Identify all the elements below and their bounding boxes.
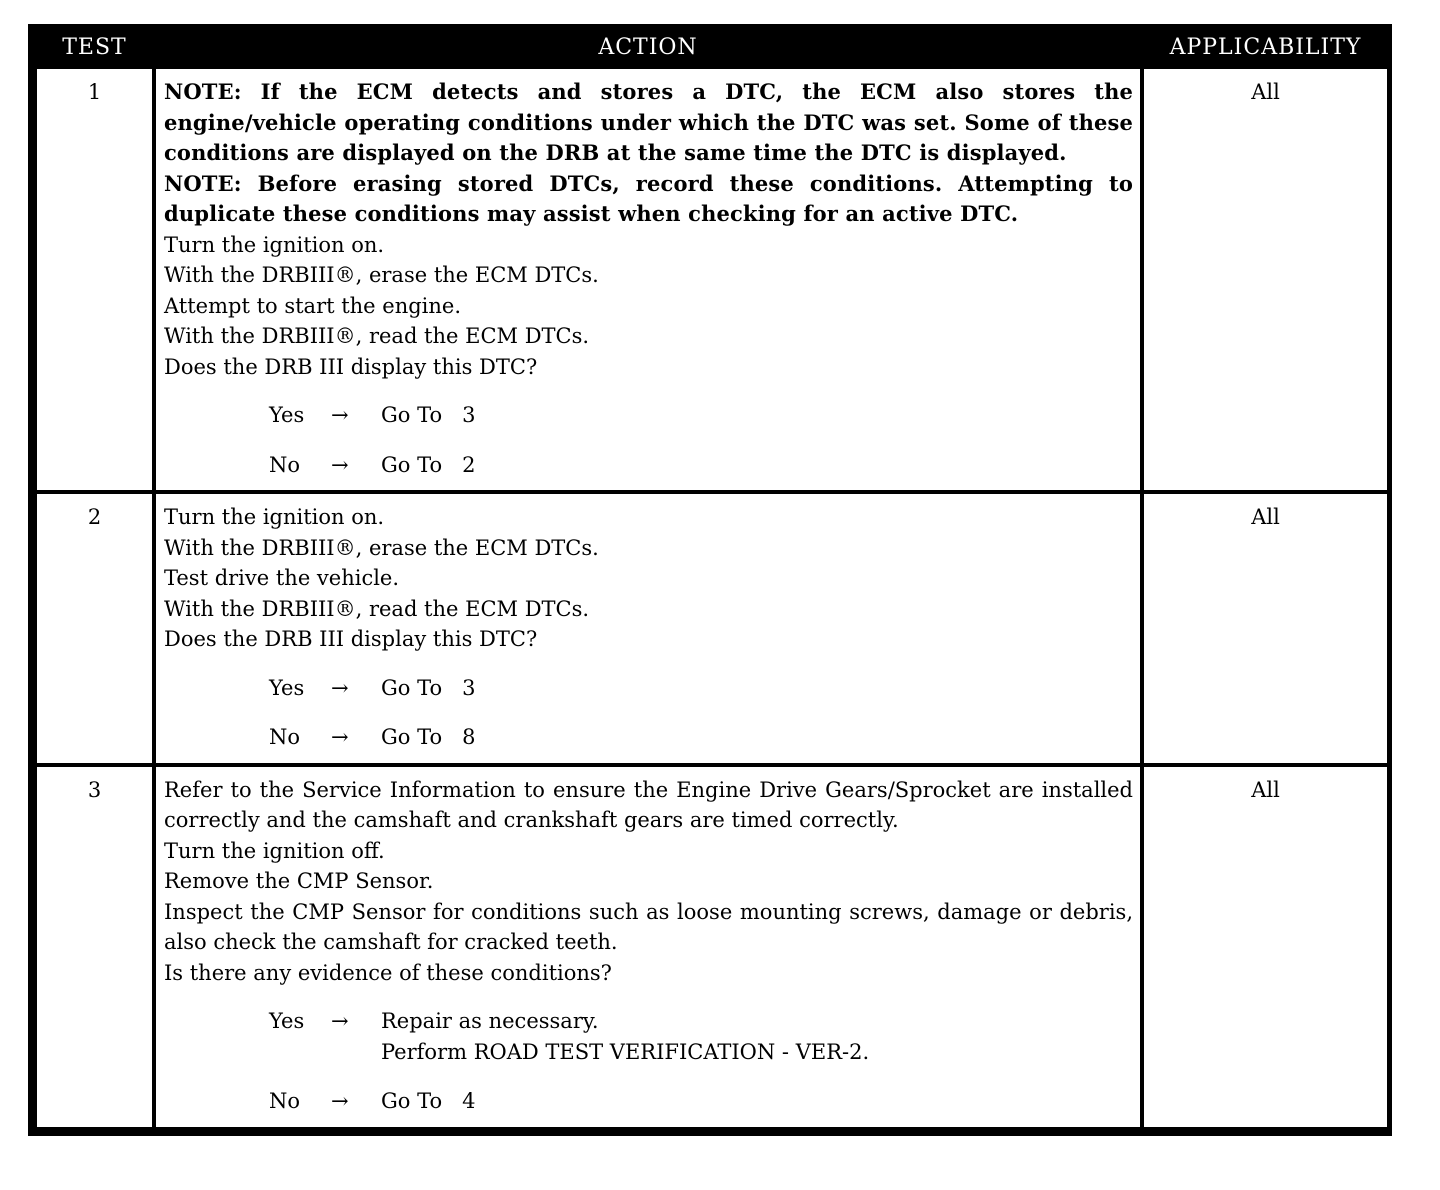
- action-question: Is there any evidence of these conditions?: [164, 960, 612, 985]
- action-question: Does the DRB III display this DTC?: [164, 627, 538, 651]
- header-action: ACTION: [154, 29, 1142, 67]
- right-arrow-icon: →: [331, 675, 349, 700]
- test-number: 2: [35, 492, 154, 765]
- action-step: Inspect the CMP Sensor for conditions such as loose mounting screws, damage or debris, also check the camshaft for cracked teeth.: [164, 899, 1133, 954]
- right-arrow-icon: →: [331, 725, 349, 749]
- diagnostic-test-table: [33, 29, 1391, 1131]
- action-cell: [154, 765, 1142, 1129]
- outcome-yes: [269, 673, 1133, 704]
- applicability-value: All: [1142, 67, 1389, 492]
- outcome-result: Go To 8: [381, 725, 476, 749]
- action-step: With the DRBIII®, read the ECM DTCs.: [164, 324, 590, 348]
- action-step: With the DRBIII®, erase the ECM DTCs.: [164, 535, 599, 560]
- answer-yes-label: Yes: [269, 1009, 305, 1033]
- answer-no-label: No: [269, 725, 301, 749]
- note-text: NOTE: If the ECM detects and stores a DTC, the ECM also stores the engine/vehicle operating conditions under which the DTC was set. Some of these conditions are displayed on the DRB at the same time the DTC is displayed.: [164, 79, 1133, 165]
- outcomes: [164, 673, 1133, 753]
- answer-yes-label: Yes: [269, 403, 305, 427]
- action-step: Turn the ignition on.: [164, 232, 385, 257]
- table-row: [35, 765, 1389, 1129]
- action-step: Refer to the Service Information to ensure the Engine Drive Gears/Sprocket are installed correctly and the camshaft and crankshaft gears are timed correctly.: [164, 777, 1133, 832]
- outcome-no: [269, 450, 1133, 481]
- answer-no-label: No: [269, 1089, 301, 1113]
- action-step: Remove the CMP Sensor.: [164, 869, 434, 893]
- outcomes: [164, 1006, 1133, 1117]
- outcome-no: [269, 1086, 1133, 1117]
- applicability-value: All: [1142, 765, 1389, 1129]
- outcome-result-line: Repair as necessary.: [381, 1009, 599, 1033]
- table-row: [35, 492, 1389, 765]
- outcomes: [164, 400, 1133, 480]
- action-question: Does the DRB III display this DTC?: [164, 354, 538, 379]
- test-number: 3: [35, 765, 154, 1129]
- right-arrow-icon: →: [331, 1009, 349, 1033]
- outcome-result: Go To 4: [381, 1089, 476, 1113]
- outcome-result: Go To 2: [381, 452, 476, 477]
- test-number: 1: [35, 67, 154, 492]
- outcome-yes: [269, 1006, 1133, 1067]
- answer-no-label: No: [269, 452, 301, 477]
- action-step: Turn the ignition off.: [164, 838, 385, 863]
- action-step: With the DRBIII®, erase the ECM DTCs.: [164, 263, 599, 287]
- right-arrow-icon: →: [331, 452, 349, 477]
- action-step: Turn the ignition on.: [164, 505, 385, 529]
- action-cell: [154, 492, 1142, 765]
- action-step: Attempt to start the engine.: [164, 293, 462, 318]
- table-row: [35, 67, 1389, 492]
- action-cell: [154, 67, 1142, 492]
- header-test: TEST: [35, 29, 154, 67]
- header-applicability: APPLICABILITY: [1142, 29, 1389, 67]
- right-arrow-icon: →: [331, 403, 349, 427]
- note-text: NOTE: Before erasing stored DTCs, record these conditions. Attempting to duplicate these conditions may assist when checking for an active DTC.: [164, 170, 1133, 226]
- outcome-yes: [269, 400, 1133, 431]
- answer-yes-label: Yes: [269, 675, 305, 700]
- outcome-result: [381, 1006, 869, 1067]
- applicability-value: All: [1142, 492, 1389, 765]
- table-header-row: [35, 29, 1389, 67]
- diagnostic-test-table-frame: [28, 24, 1392, 1136]
- right-arrow-icon: →: [331, 1089, 349, 1113]
- outcome-result: Go To 3: [381, 403, 476, 427]
- action-step: Test drive the vehicle.: [164, 566, 400, 590]
- outcome-no: [269, 722, 1133, 753]
- outcome-result: Go To 3: [381, 675, 476, 700]
- outcome-result-line: Perform ROAD TEST VERIFICATION - VER-2.: [381, 1039, 870, 1064]
- action-step: With the DRBIII®, read the ECM DTCs.: [164, 596, 590, 621]
